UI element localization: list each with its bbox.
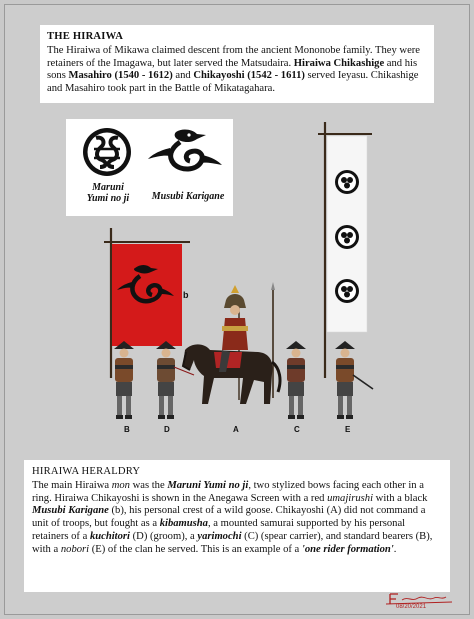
- figure-e-nobori-bearer: [335, 341, 373, 419]
- heraldry-box: [24, 460, 450, 592]
- musubi-karigane-label: Musubi Karigane: [151, 191, 225, 202]
- label-A: A: [233, 425, 239, 434]
- signature-date: 08/20/2021: [396, 604, 427, 610]
- label-B: B: [124, 425, 130, 434]
- figure-a-mounted-samurai: [183, 285, 280, 404]
- white-nobori-banner: [318, 122, 372, 378]
- intro-text: The Hiraiwa of Mikawa claimed descent from the ancient Mononobe family. They were retainers of the Imagawa, but later served the Matsudaira. Hiraiwa Chikashige and his sons Masahiro (1540 - 1612) and Chikayoshi (1542 - 1611) served Ieyasu. Chikashige and Masahiro took part in the Battle of Mikatagahara.: [47, 44, 420, 95]
- label-D: D: [164, 425, 170, 434]
- figure-b-standard-bearer: [114, 341, 134, 419]
- label-C: C: [294, 425, 300, 434]
- label-b-flag: b: [183, 290, 189, 300]
- label-E: E: [345, 425, 351, 434]
- intro-title: THE HIRAIWA: [47, 31, 124, 42]
- maruni-label: Maruni Yumi no ji: [86, 182, 130, 204]
- spear-tip: [271, 282, 275, 290]
- figure-c-spear-carrier: [286, 341, 306, 419]
- heraldry-title: HIRAIWA HERALDRY: [32, 466, 141, 477]
- heraldry-text: The main Hiraiwa mon was the Maruni Yumi no ji, two stylized bows facing each other in a ring. Hiraiwa Chikayoshi is shown in the Anegawa Screen with a red umajirushi with a black Musubi Karigane (b), his personal crest of a wild goose. Chikayoshi (A) did not command a unit of troops, but fought as a kibamusha, a mounted samurai supported by his personal retainers of a kuchitori (D) (groom), a yarimochi (C) (spear carrier), and standard bearers (B), with a nobori (E) of the clan he served. This is an example of a 'one rider formation'.: [32, 479, 433, 555]
- red-umajirushi-flag: [104, 228, 190, 378]
